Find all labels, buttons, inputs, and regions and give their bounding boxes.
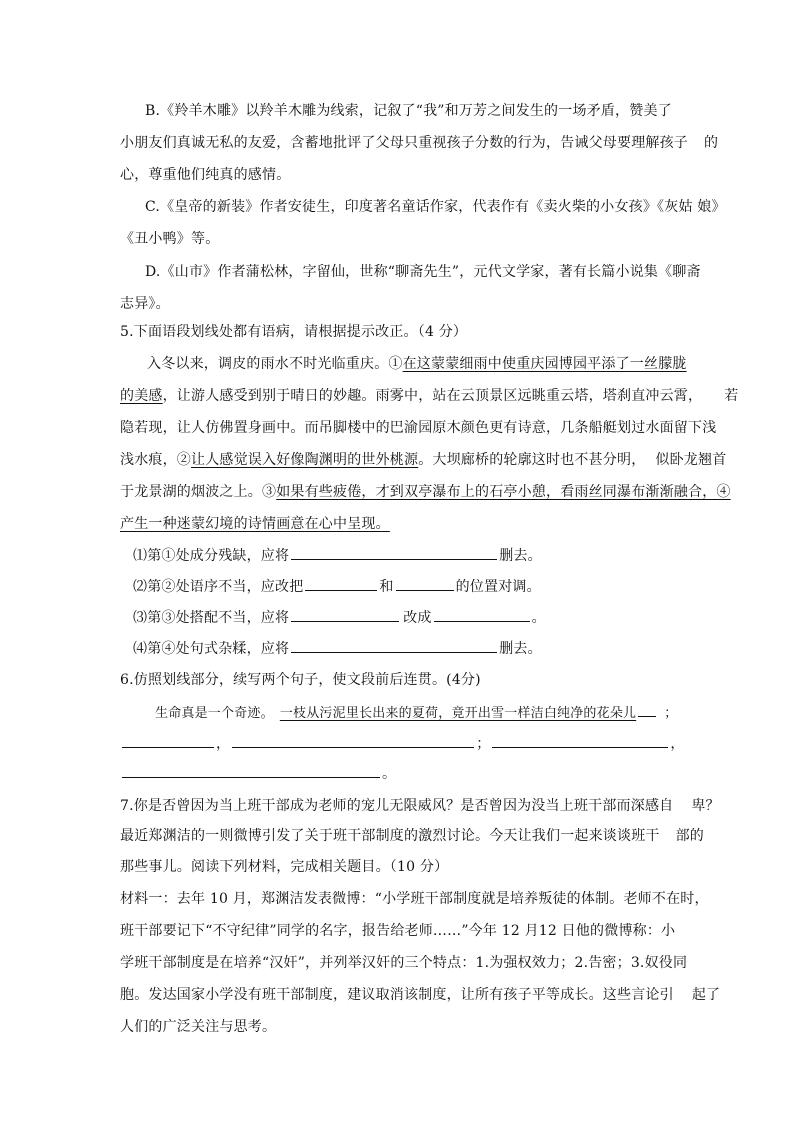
q5-passage-line-6 xyxy=(120,514,390,534)
q5-sub3-suffix: 。 xyxy=(531,610,546,626)
q6-line-1-tail: ； xyxy=(664,706,678,721)
q5-sub1-prefix: ⑴第①处成分残缺，应将 xyxy=(133,548,290,564)
question-7-line-3: 那些事儿。阅读下列材料，完成相关题目。（10 分） xyxy=(120,859,449,875)
question-7-line-2 xyxy=(120,826,704,846)
q5-sub2-answer-blank-1[interactable] xyxy=(305,576,377,591)
option-b-line-2 xyxy=(120,133,718,153)
q6-answer-blank-2[interactable] xyxy=(232,733,474,748)
option-c-line-2: 《丑小鸭》等。 xyxy=(120,231,220,247)
q5-passage-line-5 xyxy=(120,482,731,502)
q5-line-2-tail: 若 xyxy=(724,388,739,404)
q5-sub3-mid: 改成 xyxy=(403,610,432,626)
q5-underline-1a: 在这蒙蒙细雨中使重庆园博园平添了一丝朦胧 xyxy=(402,356,687,372)
q6-comma-1: ， xyxy=(216,736,231,752)
q5-sub3-prefix: ⑶第③处搭配不当，应将 xyxy=(133,610,290,626)
material-1-line-3: 学班干部制度是在培养“汉奸”，并列举汉奸的三个特点：1.为强权效力；2.告密；3.奴役同 xyxy=(120,955,688,971)
q5-line-2-plain: ，让游人感受到别于晴日的妙趣。雨雾中，站在云顶景区远眺重云塔，塔刹直冲云霄， xyxy=(162,388,703,404)
q6-comma-2: ， xyxy=(670,736,685,752)
q5-subquestion-4 xyxy=(133,638,542,659)
q6-answer-line-1 xyxy=(120,733,685,754)
option-d-line-2: 志异》。 xyxy=(120,296,170,312)
option-c-line-1: C.《皇帝的新装》作者安徒生，印度著名童话作家，代表作有《卖火柴的小女孩》《灰姑 娘》 xyxy=(145,199,726,215)
q5-sub2-suffix: 的位置对调。 xyxy=(455,579,541,595)
material-1-line-4-text: 胞。发达国家小学没有班干部制度，建议取消该制度，让所有孩子平等成长。这些言论引 xyxy=(120,987,674,1003)
q5-subquestion-2 xyxy=(133,576,541,597)
material-1-line-2: 班干部要记下“不守纪律”同学的名字，报告给老师……”今年 12 月12 日他的微博称：小 xyxy=(120,923,676,939)
q5-underline-1b: 的美感 xyxy=(120,388,163,404)
q5-sub1-answer-blank[interactable] xyxy=(291,545,497,560)
material-1-line-5: 人们的广泛关注与思考。 xyxy=(120,1019,277,1035)
q7-line-1-text: 7.你是否曾因为当上班干部成为老师的宠儿无限威风？是否曾因为没当上班干部而深感自 xyxy=(120,798,674,814)
material-1-line-4-tail: 起了 xyxy=(691,987,721,1003)
q5-line-1-plain: 入冬以来，调皮的雨水不时光临重庆。① xyxy=(147,356,403,372)
q5-sub4-prefix: ⑷第④处句式杂糅，应将 xyxy=(133,641,290,657)
q5-sub2-mid: 和 xyxy=(379,579,394,595)
q6-period: 。 xyxy=(382,766,397,782)
q6-example-line xyxy=(155,702,677,724)
option-b-line-2-text: 小朋友们真诚无私的友爱，含蓄地批评了父母只重视孩子分数的行为，告诫父母要理解孩子 xyxy=(120,135,688,151)
q7-line-1-tail: 卑？ xyxy=(691,798,720,814)
q6-semicolon: ； xyxy=(476,736,491,752)
q7-line-2-text: 最近郑渊洁的一则微博引发了关于班干部制度的激烈讨论。今天让我们一起来谈谈班干 xyxy=(120,828,660,844)
question-5-title: 5.下面语段划线处都有语病，请根据提示改正。（4 分） xyxy=(120,324,468,340)
q5-line-5-plain: 于龙景湖的烟波之上。③ xyxy=(120,484,277,500)
q5-passage-line-3: 隐若现，让人仿佛置身画中。而吊脚楼中的巴渝园原木颜色更有诗意，几条船艇划过水面留下浅 xyxy=(120,420,717,436)
material-1-line-4 xyxy=(120,985,720,1005)
option-b-line-3: 心，尊重他们纯真的感情。 xyxy=(120,167,291,183)
q5-sub1-suffix: 删去。 xyxy=(499,548,542,564)
q5-line-4-plain-1: 浅水痕，② xyxy=(120,452,191,468)
option-b-line-1: B.《羚羊木雕》以羚羊木雕为线索，记叙了“我”和万芳之间发生的一场矛盾，赞美了 xyxy=(145,103,672,119)
q5-passage-line-2 xyxy=(120,386,738,406)
question-7-line-1 xyxy=(120,796,720,816)
q5-line-4-tail: 似卧龙翘首 xyxy=(655,452,727,468)
q6-plain-text: 生命真是一个奇迹。 xyxy=(155,706,274,721)
q5-underline-2: 让人感觉误入好像陶渊明的世外桃源 xyxy=(191,452,419,468)
q5-underline-4: 产生一种迷蒙幻境的诗情画意在心中呈现。 xyxy=(120,516,390,532)
q5-sub3-answer-blank-1[interactable] xyxy=(291,607,399,622)
option-b-line-2-tail: 的 xyxy=(704,135,719,151)
q5-sub2-answer-blank-2[interactable] xyxy=(396,576,454,591)
q6-underlined-example: 一枝从污泥里长出来的夏荷，竟开出雪一样洁白纯净的花朵儿 xyxy=(279,706,637,721)
q5-sub4-answer-blank[interactable] xyxy=(291,638,497,653)
q5-sub4-suffix: 删去。 xyxy=(499,641,542,657)
question-6-title: 6.仿照划线部分，续写两个句子，使文段前后连贯。(4分) xyxy=(120,672,481,688)
q6-answer-line-2 xyxy=(120,763,396,784)
q5-passage-line-1 xyxy=(147,354,687,374)
q6-answer-blank-3[interactable] xyxy=(492,733,668,748)
q6-answer-blank-4[interactable] xyxy=(122,763,380,778)
q5-sub2-prefix: ⑵第②处语序不当，应改把 xyxy=(133,579,304,595)
q5-subquestion-3 xyxy=(133,607,546,628)
q6-answer-blank-1[interactable] xyxy=(122,733,214,748)
option-d-line-1: D.《山市》作者蒲松林，字留仙，世称“聊斋先生”，元代文学家，著有长篇小说集《聊斋 xyxy=(145,264,701,280)
q5-passage-line-4 xyxy=(120,450,726,470)
q6-underline-tail xyxy=(638,702,656,717)
q5-line-4-plain-2: 。大坝廊桥的轮廓这时也不甚分明， xyxy=(418,452,646,468)
q5-sub3-answer-blank-2[interactable] xyxy=(434,607,530,622)
q5-subquestion-1 xyxy=(133,545,542,566)
q7-line-2-tail: 部的 xyxy=(675,828,705,844)
material-1-line-1: 材料一：去年 10 月，郑渊洁发表微博：“小学班干部制度就是培养叛徒的体制。老师不在时， xyxy=(120,891,709,907)
q5-underline-3: 如果有些疲倦，才到双亭瀑布上的石亭小憩，看雨丝同瀑布渐渐融合，④ xyxy=(276,484,731,500)
